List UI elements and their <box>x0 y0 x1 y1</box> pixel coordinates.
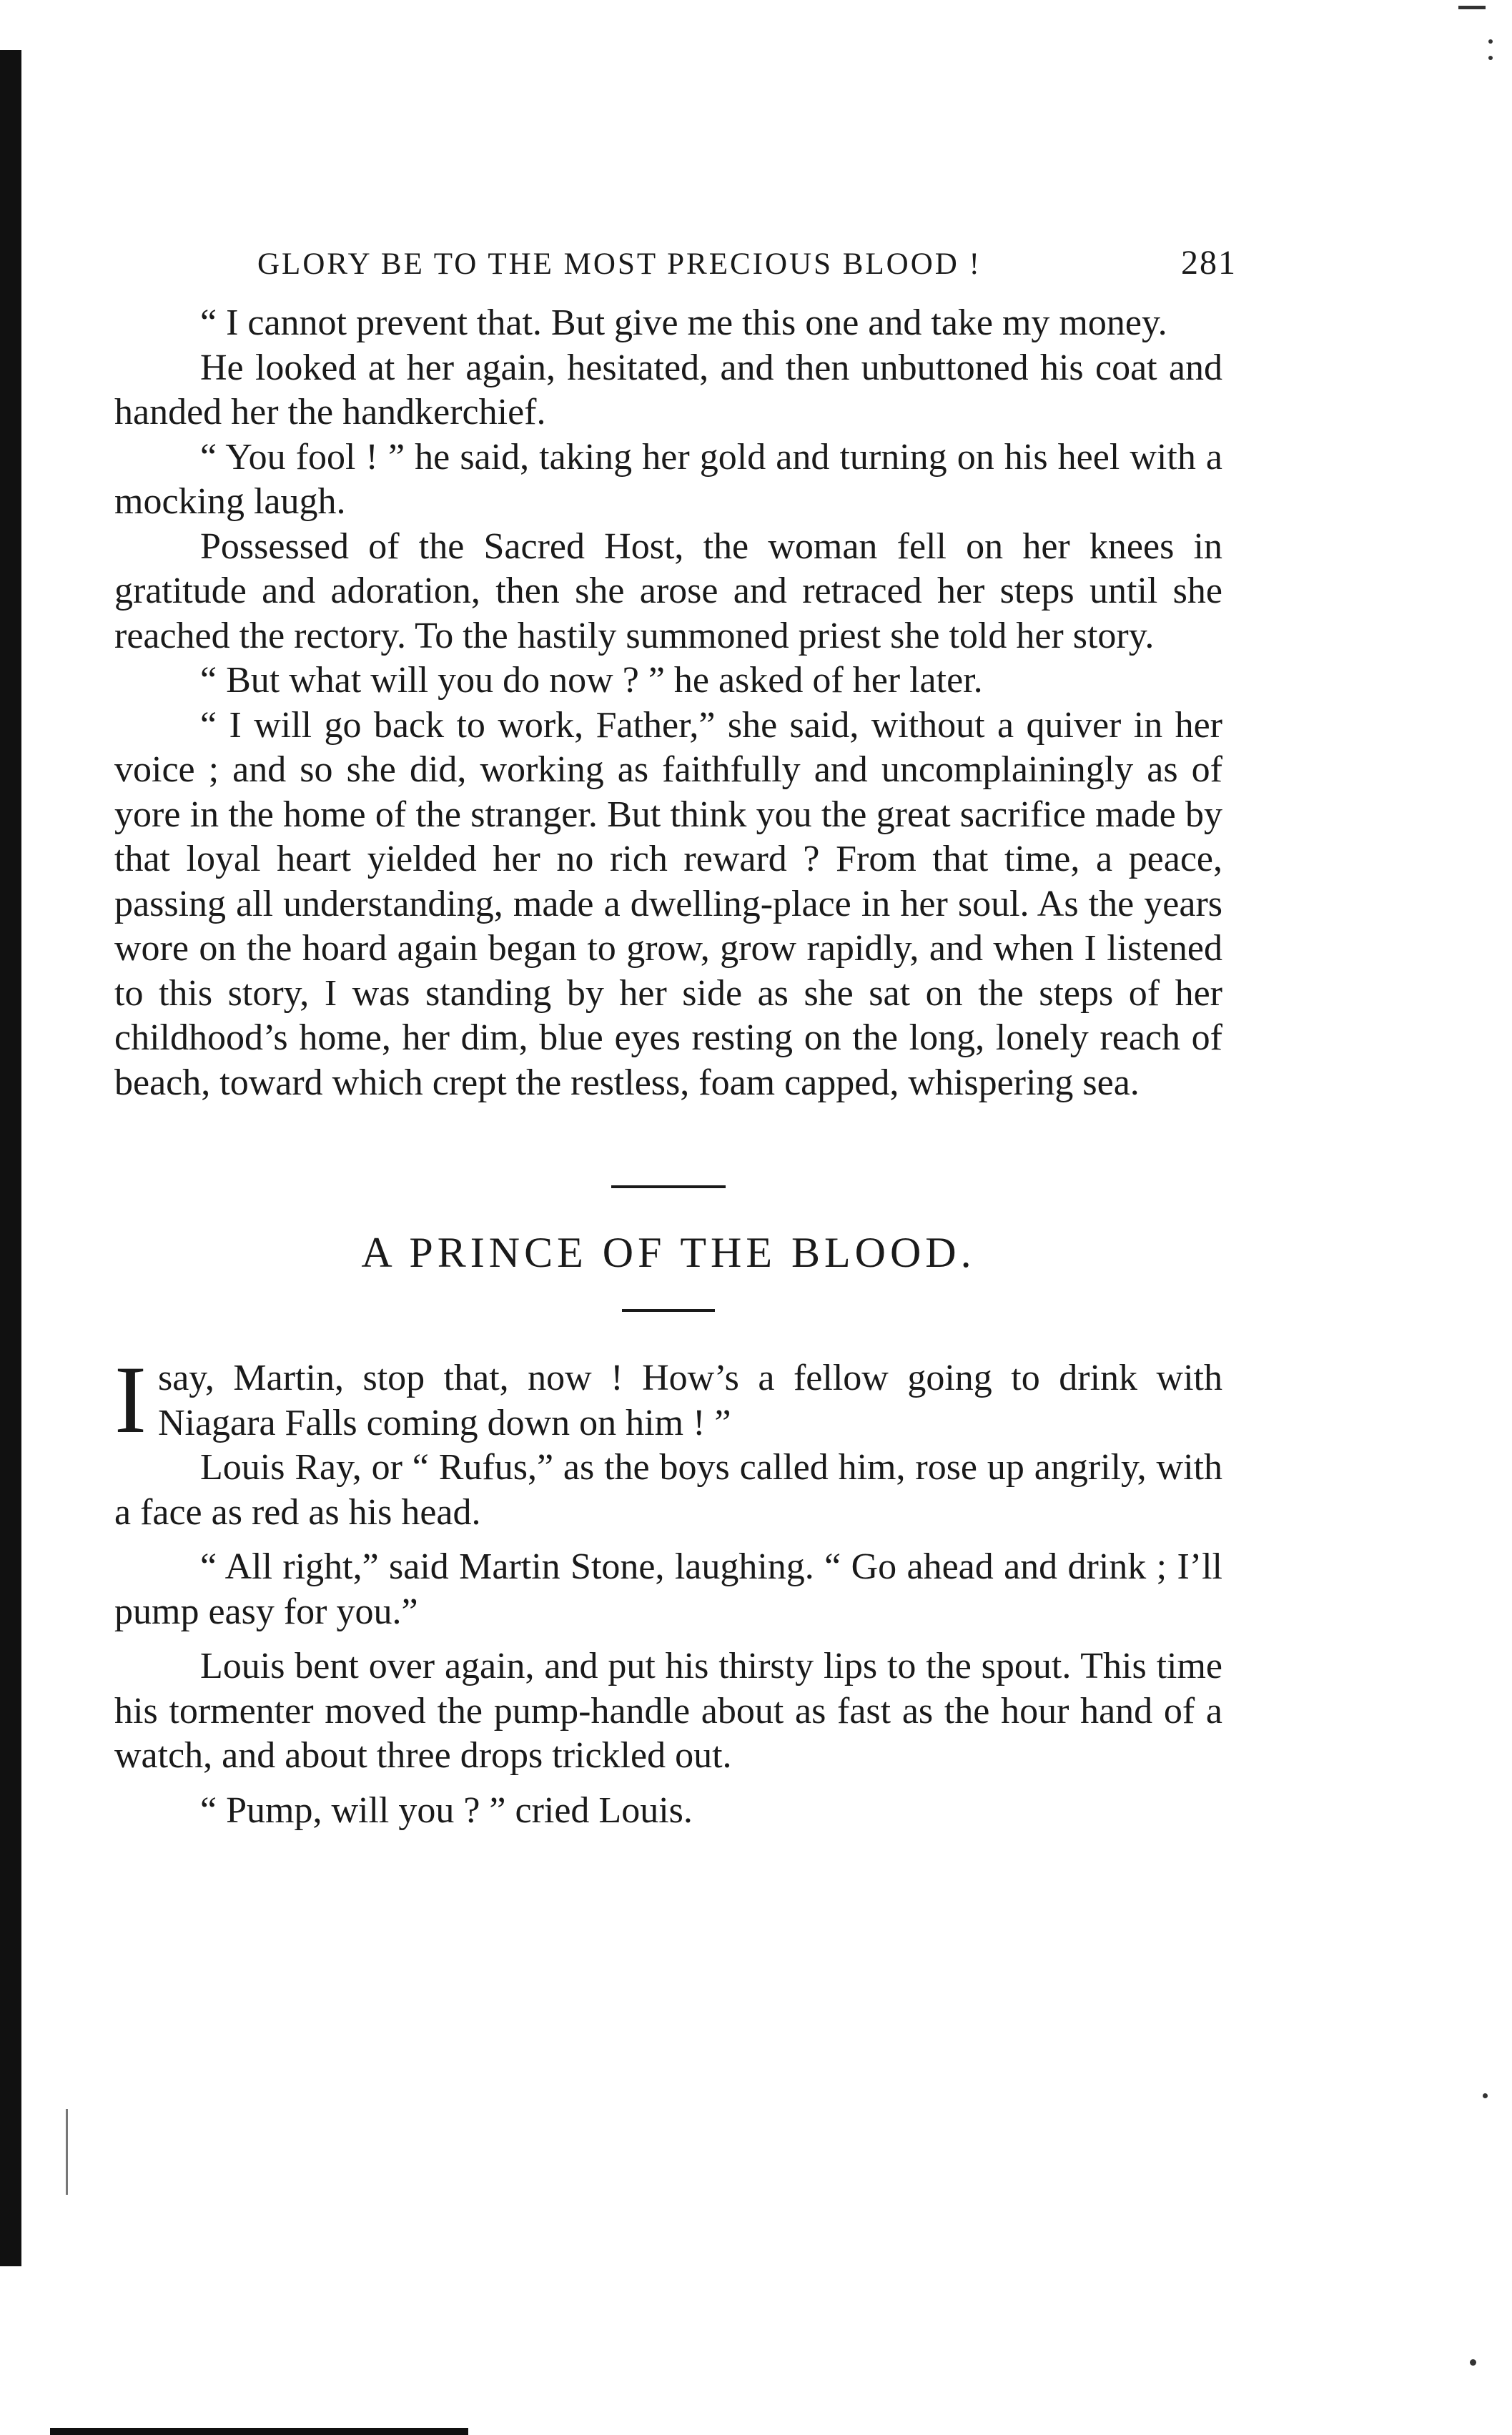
page-number: 281 <box>1181 244 1237 282</box>
spacer <box>114 1779 1222 1789</box>
section-divider <box>611 1185 726 1188</box>
paragraph: Louis bent over again, and put his thirsty lips to the spout. This time his tormenter moved the pump-handle about as fast as the hour hand of a watch, and about three drops trickled out. <box>114 1646 1222 1776</box>
paragraph: “ Pump, will you ? ” cried Louis. <box>200 1789 693 1831</box>
scan-mark <box>1458 6 1486 9</box>
book-page <box>114 243 1237 1833</box>
bottom-edge-rule <box>50 2428 468 2435</box>
book-spine-shadow <box>0 50 21 2266</box>
scan-speck <box>1488 39 1493 44</box>
opening-paragraph <box>114 1347 1222 1453</box>
drop-cap: I <box>114 1347 147 1453</box>
paragraph: “ All right,” said Martin Stone, laughing. “ Go ahead and drink ; I’ll pump easy for you.” <box>114 1546 1222 1632</box>
scan-speck <box>1488 56 1493 60</box>
story-title: A PRINCE OF THE BLOOD. <box>361 1229 976 1276</box>
scan-speck <box>1483 2093 1488 2098</box>
spacer <box>114 1535 1222 1545</box>
paragraph: Possessed of the Sacred Host, the woman fell on her knees in gratitude and adoration, then she arose and retraced her steps until she reached the rectory. To the hastily summoned priest she told her story. <box>114 525 1222 656</box>
paragraph: Louis Ray, or “ Rufus,” as the boys called him, rose up angrily, with a face as red as his head. <box>114 1447 1222 1533</box>
spacer <box>114 1634 1222 1644</box>
scan-speck <box>1470 2359 1476 2366</box>
paragraph: “ I will go back to work, Father,” she said, without a quiver in her voice ; and so she did, working as faithfully and uncomplainingly as of yore in the home of the stranger. But think you the great sacrifice made by that loyal heart yielded her no rich reward ? From that time, a peace, passing all understanding, made a dwelling-place in her soul. As the years wore on the hoard again began to grow, grow rapidly, and when I listened to this story, I was standing by her side as she sat on the steps of her childhood’s home, her dim, blue eyes resting on the long, lonely reach of beach, toward which crept the restless, foam capped, whispering sea. <box>114 704 1222 1103</box>
running-header <box>257 243 1237 282</box>
paragraph: He looked at her again, hesitated, and then unbuttoned his coat and handed her the handkerchief. <box>114 347 1222 433</box>
paragraph: “ You fool ! ” he said, taking her gold and turning on his heel with a mocking laugh. <box>114 436 1222 522</box>
paragraph: “ But what will you do now ? ” he asked of her later. <box>200 660 983 701</box>
title-divider <box>622 1309 715 1312</box>
margin-mark <box>66 2109 68 2195</box>
paragraph: “ I cannot prevent that. But give me this one and take my money. <box>200 302 1167 343</box>
running-title: GLORY BE TO THE MOST PRECIOUS BLOOD ! <box>257 247 982 281</box>
opening-text: say, Martin, stop that, now ! How’s a fellow going to drink with Niagara Falls coming down on him ! ” <box>157 1358 1222 1443</box>
